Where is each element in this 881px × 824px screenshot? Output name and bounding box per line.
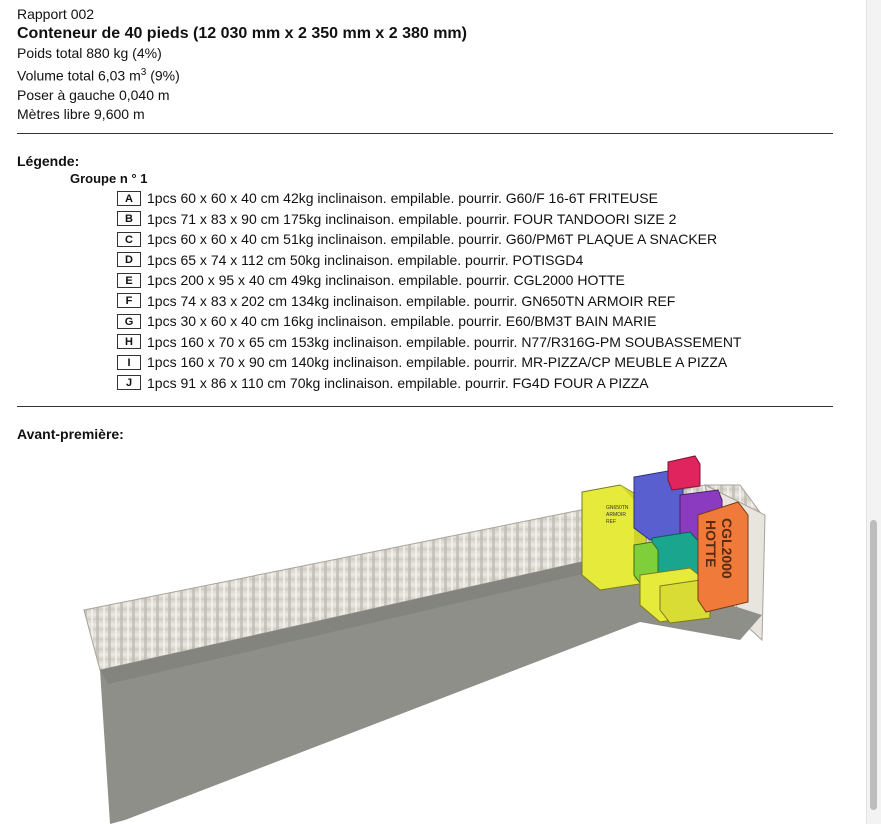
legend-item-text: 1pcs 200 x 95 x 40 cm 49kg inclinaison. empilable. pourrir. CGL2000 HOTTE bbox=[147, 272, 625, 289]
legend-item bbox=[117, 332, 742, 353]
legend-item-text: 1pcs 71 x 83 x 90 cm 175kg inclinaison. empilable. pourrir. FOUR TANDOORI SIZE 2 bbox=[147, 210, 677, 227]
legend-item-text: 1pcs 160 x 70 x 65 cm 153kg inclinaison. empilable. pourrir. N77/R316G-PM SOUBASSEMENT bbox=[147, 333, 742, 350]
group-title: Groupe n ° 1 bbox=[70, 171, 148, 186]
legend-item bbox=[117, 209, 742, 230]
legend-item-text: 1pcs 91 x 86 x 110 cm 70kg inclinaison. empilable. pourrir. FG4D FOUR A PIZZA bbox=[147, 374, 649, 391]
box-f-label-2: ARMOIR bbox=[606, 512, 626, 518]
legend-key-badge: F bbox=[117, 293, 141, 308]
legend-item-text: 1pcs 65 x 74 x 112 cm 50kg inclinaison. empilable. pourrir. POTISGD4 bbox=[147, 251, 584, 268]
legend-heading: Légende: bbox=[17, 153, 80, 169]
box-c-plaque bbox=[668, 456, 700, 490]
container-title: Conteneur de 40 pieds (12 030 mm x 2 350 mm x 2 380 mm) bbox=[17, 25, 467, 42]
free-meters: Mètres libre 9,600 m bbox=[17, 105, 145, 122]
legend-item-text: 1pcs 160 x 70 x 90 cm 140kg inclinaison. empilable. pourrir. MR-PIZZA/CP MEUBLE A PIZZA bbox=[147, 354, 728, 371]
legend-item bbox=[117, 291, 742, 312]
legend-item bbox=[117, 270, 742, 291]
legend-item bbox=[117, 352, 742, 373]
divider-bottom bbox=[17, 406, 833, 407]
vertical-scrollbar[interactable] bbox=[866, 0, 881, 824]
legend-list bbox=[117, 188, 742, 393]
legend-item-text: 1pcs 30 x 60 x 40 cm 16kg inclinaison. empilable. pourrir. E60/BM3T BAIN MARIE bbox=[147, 313, 657, 330]
total-weight: Poids total 880 kg (4%) bbox=[17, 45, 162, 61]
total-volume-suffix: (9%) bbox=[146, 67, 180, 84]
legend-key-badge: G bbox=[117, 314, 141, 329]
box-f-label-3: REF bbox=[606, 519, 616, 525]
left-offset: Poser à gauche 0,040 m bbox=[17, 86, 170, 103]
legend-item bbox=[117, 250, 742, 271]
total-volume bbox=[17, 63, 467, 86]
legend-key-badge: E bbox=[117, 273, 141, 288]
legend-key-badge: A bbox=[117, 191, 141, 206]
report-header bbox=[17, 5, 467, 124]
container-3d-preview bbox=[0, 440, 866, 824]
legend-key-badge: D bbox=[117, 252, 141, 267]
legend-key-badge: I bbox=[117, 355, 141, 370]
total-volume-exponent: 3 bbox=[140, 67, 147, 78]
legend-item bbox=[117, 311, 742, 332]
legend-item-text: 1pcs 74 x 83 x 202 cm 134kg inclinaison. empilable. pourrir. GN650TN ARMOIR REF bbox=[147, 292, 676, 309]
legend-key-badge: J bbox=[117, 375, 141, 390]
preview-heading: Avant-première: bbox=[17, 426, 124, 442]
legend-item-text: 1pcs 60 x 60 x 40 cm 42kg inclinaison. empilable. pourrir. G60/F 16-6T FRITEUSE bbox=[147, 190, 658, 207]
scrollbar-thumb[interactable] bbox=[870, 520, 877, 810]
legend-item-text: 1pcs 60 x 60 x 40 cm 51kg inclinaison. empilable. pourrir. G60/PM6T PLAQUE A SNACKER bbox=[147, 231, 718, 248]
divider-top bbox=[17, 133, 833, 134]
box-e-label-1: CGL2000 bbox=[719, 518, 735, 579]
legend-key-badge: C bbox=[117, 232, 141, 247]
legend-key-badge: H bbox=[117, 334, 141, 349]
legend-key-badge: B bbox=[117, 211, 141, 226]
report-id: Rapport 002 bbox=[17, 6, 95, 22]
legend-item bbox=[117, 188, 742, 209]
legend-item bbox=[117, 373, 742, 394]
box-e-label-2: HOTTE bbox=[703, 520, 719, 568]
total-volume-prefix: Volume total 6,03 m bbox=[17, 67, 141, 84]
legend-item bbox=[117, 229, 742, 250]
box-f-label-1: GN650TN bbox=[606, 505, 629, 511]
